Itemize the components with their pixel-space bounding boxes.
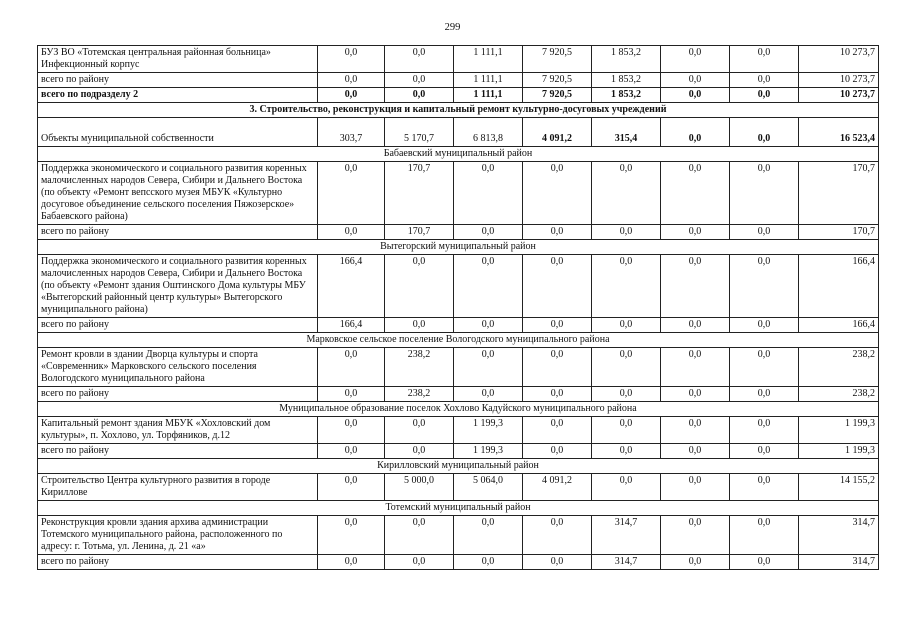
table-row [38,162,879,225]
district-title: Вытегорский муниципальный район [38,240,879,255]
value-cell: 0,0 [661,444,730,459]
value-cell: 7 920,5 [523,73,592,88]
value-cell: 1 199,3 [454,444,523,459]
value-cell: 5 170,7 [385,118,454,147]
row-label: всего по району [38,387,318,402]
value-cell: 238,2 [385,387,454,402]
table-row [38,73,879,88]
value-cell: 0,0 [318,417,385,444]
value-cell: 0,0 [318,387,385,402]
value-cell: 0,0 [730,162,799,225]
value-cell: 0,0 [318,225,385,240]
row-label: Строительство Центра культурного развития в городе Кириллове [38,474,318,501]
table-body [38,46,879,570]
value-cell: 314,7 [592,555,661,570]
table-row [38,387,879,402]
value-cell: 0,0 [523,348,592,387]
value-cell: 0,0 [730,348,799,387]
district-title: Марковское сельское поселение Вологодского муниципального района [38,333,879,348]
district-header-row [38,459,879,474]
row-label: всего по району [38,555,318,570]
value-cell: 4 091,2 [523,118,592,147]
value-cell: 0,0 [385,516,454,555]
value-cell: 303,7 [318,118,385,147]
row-label: Объекты муниципальной собственности [38,118,318,147]
value-cell: 0,0 [661,474,730,501]
row-total-cell: 314,7 [799,516,879,555]
value-cell: 1 111,1 [454,46,523,73]
value-cell: 0,0 [523,417,592,444]
value-cell: 0,0 [661,318,730,333]
value-cell: 0,0 [730,474,799,501]
value-cell: 0,0 [730,118,799,147]
row-label: всего по району [38,444,318,459]
value-cell: 0,0 [592,417,661,444]
value-cell: 0,0 [661,555,730,570]
section-header-row [38,103,879,118]
value-cell: 0,0 [385,318,454,333]
value-cell: 7 920,5 [523,88,592,103]
row-label: всего по району [38,225,318,240]
row-label: Капитальный ремонт здания МБУК «Хохловский дом культуры», п. Хохлово, ул. Торфяников, д.12 [38,417,318,444]
table-row [38,225,879,240]
value-cell: 0,0 [318,474,385,501]
row-total-cell: 238,2 [799,348,879,387]
value-cell: 0,0 [385,46,454,73]
table-row [38,474,879,501]
row-total-cell: 16 523,4 [799,118,879,147]
value-cell: 166,4 [318,318,385,333]
value-cell: 0,0 [661,162,730,225]
value-cell: 0,0 [592,474,661,501]
row-label: БУЗ ВО «Тотемская центральная районная больница» Инфекционный корпус [38,46,318,73]
value-cell: 0,0 [523,516,592,555]
table-row [38,516,879,555]
value-cell: 0,0 [523,444,592,459]
row-total-cell: 170,7 [799,225,879,240]
table-row [38,118,879,147]
value-cell: 0,0 [592,348,661,387]
district-header-row [38,402,879,417]
row-total-cell: 14 155,2 [799,474,879,501]
row-total-cell: 10 273,7 [799,46,879,73]
value-cell: 0,0 [661,516,730,555]
value-cell: 5 000,0 [385,474,454,501]
value-cell: 0,0 [592,255,661,318]
value-cell: 0,0 [730,318,799,333]
district-title: Муниципальное образование поселок Хохлово Кадуйского муниципального района [38,402,879,417]
value-cell: 0,0 [454,555,523,570]
value-cell: 166,4 [318,255,385,318]
row-total-cell: 166,4 [799,255,879,318]
value-cell: 0,0 [661,417,730,444]
district-title: Бабаевский муниципальный район [38,147,879,162]
value-cell: 0,0 [454,255,523,318]
value-cell: 0,0 [523,255,592,318]
table-row [38,255,879,318]
value-cell: 1 853,2 [592,88,661,103]
page-number: 299 [444,22,461,33]
value-cell: 0,0 [592,387,661,402]
value-cell: 0,0 [730,555,799,570]
value-cell: 0,0 [592,225,661,240]
value-cell: 0,0 [318,46,385,73]
value-cell: 1 111,1 [454,73,523,88]
value-cell: 0,0 [318,88,385,103]
value-cell: 170,7 [385,162,454,225]
value-cell: 1 853,2 [592,73,661,88]
value-cell: 238,2 [385,348,454,387]
district-header-row [38,240,879,255]
value-cell: 0,0 [454,225,523,240]
district-title: Кирилловский муниципальный район [38,459,879,474]
value-cell: 0,0 [592,444,661,459]
value-cell: 0,0 [523,318,592,333]
row-label: Реконструкция кровли здания архива администрации Тотемского муниципального района, расположенного по адресу: г. Тотьма, ул. Ленина, д. 21 «а» [38,516,318,555]
value-cell: 1 853,2 [592,46,661,73]
value-cell: 0,0 [523,225,592,240]
value-cell: 0,0 [730,387,799,402]
value-cell: 0,0 [523,162,592,225]
value-cell: 0,0 [661,255,730,318]
row-total-cell: 1 199,3 [799,444,879,459]
value-cell: 0,0 [318,348,385,387]
value-cell: 0,0 [661,46,730,73]
row-total-cell: 314,7 [799,555,879,570]
value-cell: 0,0 [385,88,454,103]
value-cell: 0,0 [318,555,385,570]
row-total-cell: 1 199,3 [799,417,879,444]
budget-table [37,45,879,570]
value-cell: 0,0 [661,118,730,147]
value-cell: 0,0 [730,225,799,240]
district-title: Тотемский муниципальный район [38,501,879,516]
value-cell: 6 813,8 [454,118,523,147]
value-cell: 0,0 [730,417,799,444]
value-cell: 0,0 [318,162,385,225]
value-cell: 0,0 [454,162,523,225]
subtotal-row [38,88,879,103]
value-cell: 315,4 [592,118,661,147]
value-cell: 0,0 [385,417,454,444]
value-cell: 0,0 [730,516,799,555]
value-cell: 0,0 [730,46,799,73]
row-label: всего по району [38,73,318,88]
value-cell: 0,0 [730,255,799,318]
value-cell: 0,0 [730,444,799,459]
value-cell: 0,0 [592,162,661,225]
value-cell: 0,0 [454,516,523,555]
value-cell: 170,7 [385,225,454,240]
value-cell: 7 920,5 [523,46,592,73]
value-cell: 0,0 [454,348,523,387]
section-title: 3. Строительство, реконструкция и капитальный ремонт культурно-досуговых учреждений [38,103,879,118]
value-cell: 1 199,3 [454,417,523,444]
value-cell: 0,0 [385,255,454,318]
table-row [38,555,879,570]
value-cell: 0,0 [661,73,730,88]
value-cell: 0,0 [661,88,730,103]
row-label: Поддержка экономического и социального развития коренных малочисленных народов Севера, Сибири и Дальнего Востока (по объекту «Ремонт вепсского музея МБУК «Культурно досуговое объединение сельского поселения Пяжозерское» Бабаевского района) [38,162,318,225]
table-row [38,348,879,387]
value-cell: 0,0 [661,387,730,402]
row-label: Ремонт кровли в здании Дворца культуры и спорта «Современник» Марковского сельского поселения Вологодского муниципального района [38,348,318,387]
value-cell: 0,0 [454,318,523,333]
table-row [38,417,879,444]
row-label: всего по подразделу 2 [38,88,318,103]
value-cell: 0,0 [730,88,799,103]
value-cell: 1 111,1 [454,88,523,103]
row-total-cell: 10 273,7 [799,88,879,103]
row-total-cell: 10 273,7 [799,73,879,88]
table-row [38,46,879,73]
value-cell: 0,0 [592,318,661,333]
row-total-cell: 170,7 [799,162,879,225]
district-header-row [38,147,879,162]
row-label: Поддержка экономического и социального развития коренных малочисленных народов Севера, Сибири и Дальнего Востока (по объекту «Ремонт здания Оштинского Дома культуры МБУ «Вытегорский районный центр культуры» Вытегорского муниципального района) [38,255,318,318]
value-cell: 0,0 [385,73,454,88]
value-cell: 0,0 [730,73,799,88]
value-cell: 0,0 [661,348,730,387]
value-cell: 314,7 [592,516,661,555]
value-cell: 4 091,2 [523,474,592,501]
table-row [38,444,879,459]
value-cell: 0,0 [661,225,730,240]
value-cell: 0,0 [318,516,385,555]
value-cell: 0,0 [385,444,454,459]
value-cell: 0,0 [523,555,592,570]
value-cell: 0,0 [523,387,592,402]
value-cell: 0,0 [318,73,385,88]
value-cell: 0,0 [454,387,523,402]
value-cell: 0,0 [385,555,454,570]
row-label: всего по району [38,318,318,333]
district-header-row [38,333,879,348]
row-total-cell: 238,2 [799,387,879,402]
value-cell: 0,0 [318,444,385,459]
value-cell: 5 064,0 [454,474,523,501]
row-total-cell: 166,4 [799,318,879,333]
district-header-row [38,501,879,516]
table-row [38,318,879,333]
